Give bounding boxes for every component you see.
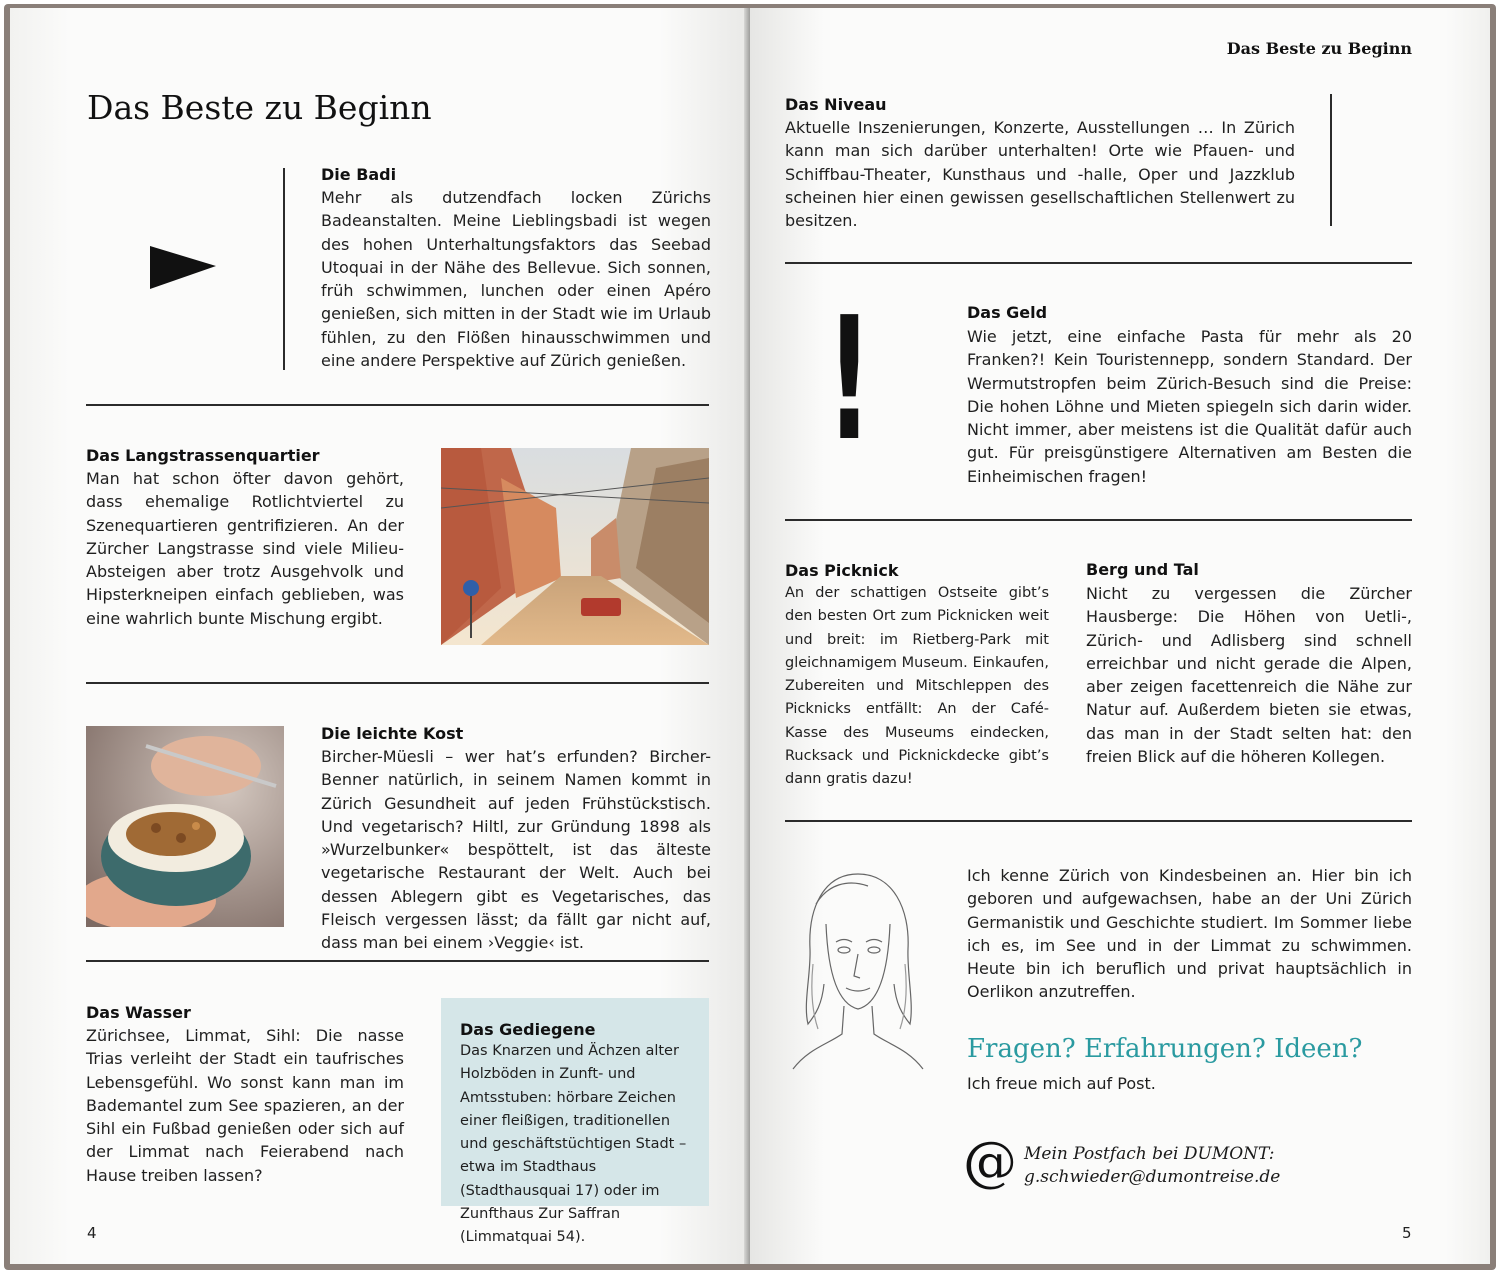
section-title-niveau: Das Niveau — [785, 95, 887, 114]
right-page — [750, 8, 1490, 1264]
section-title-badi: Die Badi — [321, 165, 397, 184]
section-text-geld: Wie jetzt, eine einfache Pasta für mehr als 20 Franken?! Kein Touristennepp, sondern Standard. Der Wermutstropfen beim Zürich-Besuch sind die Preise: Die hohen Löhne und Mieten spiegeln sich darin wider. Nicht immer, aber meistens ist die Qualität dafür auch gut. Für preisgünstigere Alternativen am Besten die Einheimischen fragen! — [967, 327, 1412, 486]
vertical-divider — [283, 168, 285, 370]
questions-heading: Fragen? Erfahrungen? Ideen? — [967, 1034, 1363, 1064]
running-head: Das Beste zu Beginn — [1226, 39, 1412, 58]
section-text-wasser: Zürichsee, Limmat, Sihl: Die nasse Trias verleiht der Stadt ein taufrisches Lebensgefühl. Wo sonst kann man im Bademantel zum See spazieren, an der Sihl ein Fußbad genießen oder sich auf der Limmat nach Feierabend nach Hause treiben lassen? — [86, 1026, 404, 1185]
play-arrow-icon — [148, 244, 218, 292]
section-text-gediegene: Das Knarzen und Ächzen alter Holzböden in Zunft- und Amtsstuben: hörbare Zeichen einer fleißigen, traditionellen und geschäftstüchtigen Stadt – etwa im Stadthaus (Stadthausquai 17) oder im Zunfthaus Zur Saffran (Limmatquai 54). — [460, 1043, 687, 1246]
section-divider — [86, 404, 709, 406]
section-title-berg: Berg und Tal — [1086, 560, 1199, 579]
section-divider — [785, 262, 1412, 264]
section-text-badi: Mehr als dutzendfach locken Zürichs Badeanstalten. Meine Lieblingsbadi ist wegen des hohen Unterhaltungsfaktors das Seebad Utoquai in der Nähe des Bellevue. Sich sonnen, früh schwimmen, lunchen oder einen Apéro genießen, sich mitten in der Stadt wie im Urlaub fühlen, zu den Flößen hinausschwimmen und eine andere Perspektive auf Zürich genießen. — [321, 188, 711, 371]
section-title-geld: Das Geld — [967, 303, 1048, 322]
muesli-photo — [86, 726, 284, 927]
section-divider — [785, 519, 1412, 521]
questions-subtext: Ich freue mich auf Post. — [967, 1074, 1156, 1093]
section-text-langstrasse: Man hat schon öfter davon gehört, dass ehemalige Rotlichtviertel zu Szenequartieren gentrifizieren. An der Zürcher Langstrasse sind viele Milieu-Absteigen aber trotz Ausgehvolk und Hipsterkneipen einfach geblieben, was eine wahrlich bunte Mischung ergibt. — [86, 469, 404, 628]
section-text-picknick: An der schattigen Ostseite gibt’s den besten Ort zum Picknicken weit und breit: im Rietberg-Park mit gleichnamigem Museum. Einkaufen, Zubereiten und Mitschleppen des Picknicks entfällt: An der Café-Kasse des Museums eindecken, Rucksack und Picknickdecke gibt’s dann gratis dazu! — [785, 585, 1049, 788]
mailbox-label: Mein Postfach bei DUMONT: — [1024, 1144, 1275, 1164]
author-portrait — [788, 864, 928, 1089]
page-title: Das Beste zu Beginn — [87, 88, 432, 127]
section-title-wasser: Das Wasser — [86, 1003, 191, 1022]
section-text-berg: Nicht zu vergessen die Zürcher Hausberge: Die Höhen von Uetli-, Zürich- und Adlisberg sind schnell erreichbar und nicht gerade die Alpen, aber zeigen facettenreich die Nähe zur Natur auf. Außerdem bieten sie etwas, das man in der Stadt selten hat: den freien Blick auf die höheren Kollegen. — [1086, 584, 1412, 767]
section-text-niveau: Aktuelle Inszenierungen, Konzerte, Ausstellungen … In Zürich kann man sich darüber unterhalten! Orte wie Pfauen- und Schiffbau-Theater, Kunsthaus und -halle, Oper und Jazzklub scheinen hier einen gewissen gesellschaftlichen Stellenwert zu besitzen. — [785, 118, 1295, 231]
left-page — [10, 8, 748, 1264]
section-title-langstrasse: Das Langstrassenquartier — [86, 446, 320, 465]
section-title-kost: Die leichte Kost — [321, 724, 464, 743]
section-title-picknick: Das Picknick — [785, 561, 899, 580]
street-photo — [441, 448, 709, 645]
section-title-gediegene: Das Gediegene — [460, 1020, 596, 1039]
page-number: 4 — [87, 1224, 97, 1242]
exclamation-icon: ! — [826, 281, 873, 479]
section-text-kost: Bircher-Müesli – wer hat’s erfunden? Bircher-Benner natürlich, in seinem Namen kommt in Zürich Gesundheit auf jeden Frühstückstisch. Und vegetarisch? Hiltl, zur Gründung 1898 als »Wurzelbunker« bespöttelt, ist das älteste vegetarische Restaurant der Welt. Auch bei dessen Ablegern gibt es Vegetarisches, das Fleisch vergessen lässt; da fällt gar nicht auf, dass man bei einem ›Veggie‹ ist. — [321, 747, 711, 953]
section-divider — [785, 820, 1412, 822]
at-sign-icon: @ — [963, 1130, 1017, 1193]
email-link[interactable]: g.schwieder@dumontreise.de — [1024, 1167, 1281, 1187]
section-divider — [86, 960, 709, 962]
section-divider — [86, 682, 709, 684]
vertical-divider — [1330, 94, 1332, 226]
author-bio: Ich kenne Zürich von Kindesbeinen an. Hier bin ich geboren und aufgewachsen, habe an der Uni Zürich Germanistik und Geschichte studiert. Im Sommer liebe ich es, im See und in der Limmat zu schwimmen. Heute bin ich beruflich und privat hauptsächlich in Oerlikon anzutreffen. — [967, 866, 1412, 1002]
page-number: 5 — [1402, 1224, 1412, 1242]
